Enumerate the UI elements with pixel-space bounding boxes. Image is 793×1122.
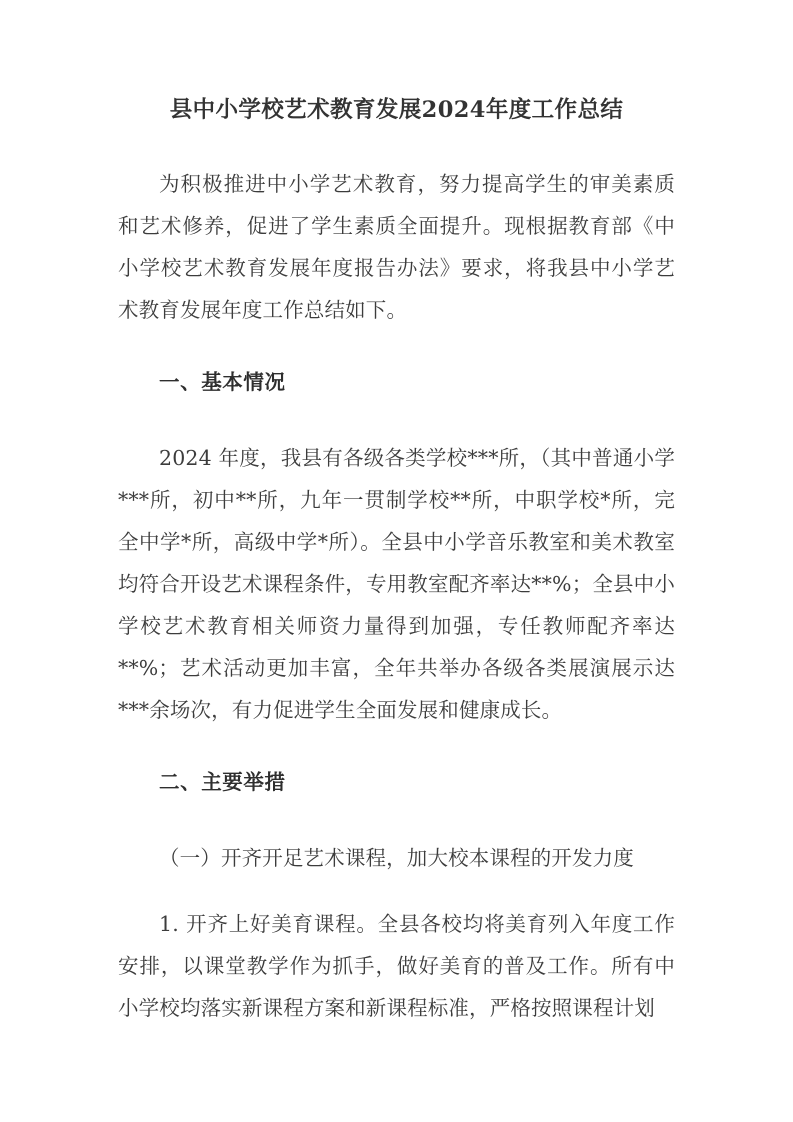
page-title: 县中小学校艺术教育发展2024年度工作总结 [169, 97, 624, 123]
heading-section-2: 二、主要举措 [159, 770, 286, 794]
heading-section-1: 一、基本情况 [159, 370, 286, 394]
paragraph-item-1-1: 1. 开齐上好美育课程。全县各校均将美育列入年度工作安排，以课堂教学作为抓手，做好美育的普及工作。所有中小学校均落实新课程方案和新课程标准，严格按照课程计划 [118, 912, 675, 1020]
heading-subsection-1-1: （一）开齐开足艺术课程，加大校本课程的开发力度 [159, 846, 634, 870]
paragraph-intro: 为积极推进中小学艺术教育，努力提高学生的审美素质和艺术修养，促进了学生素质全面提升。现根据教育部《中小学校艺术教育发展年度报告办法》要求，将我县中小学艺术教育发展年度工作总结如下。 [118, 172, 675, 322]
paragraph-basic-situation: 2024 年度，我县有各级各类学校***所，（其中普通小学***所，初中**所，九年一贯制学校**所，中职学校*所，完全中学*所，高级中学*所）。全县中小学音乐教室和美术教室均符合开设艺术课程条件，专用教室配齐率达**%；全县中小学校艺术教育相关师资力量得到加强，专任教师配齐率达**%；艺术活动更加丰富，全年共举办各级各类展演展示达***余场次，有力促进学生全面发展和健康成长。 [118, 446, 675, 722]
